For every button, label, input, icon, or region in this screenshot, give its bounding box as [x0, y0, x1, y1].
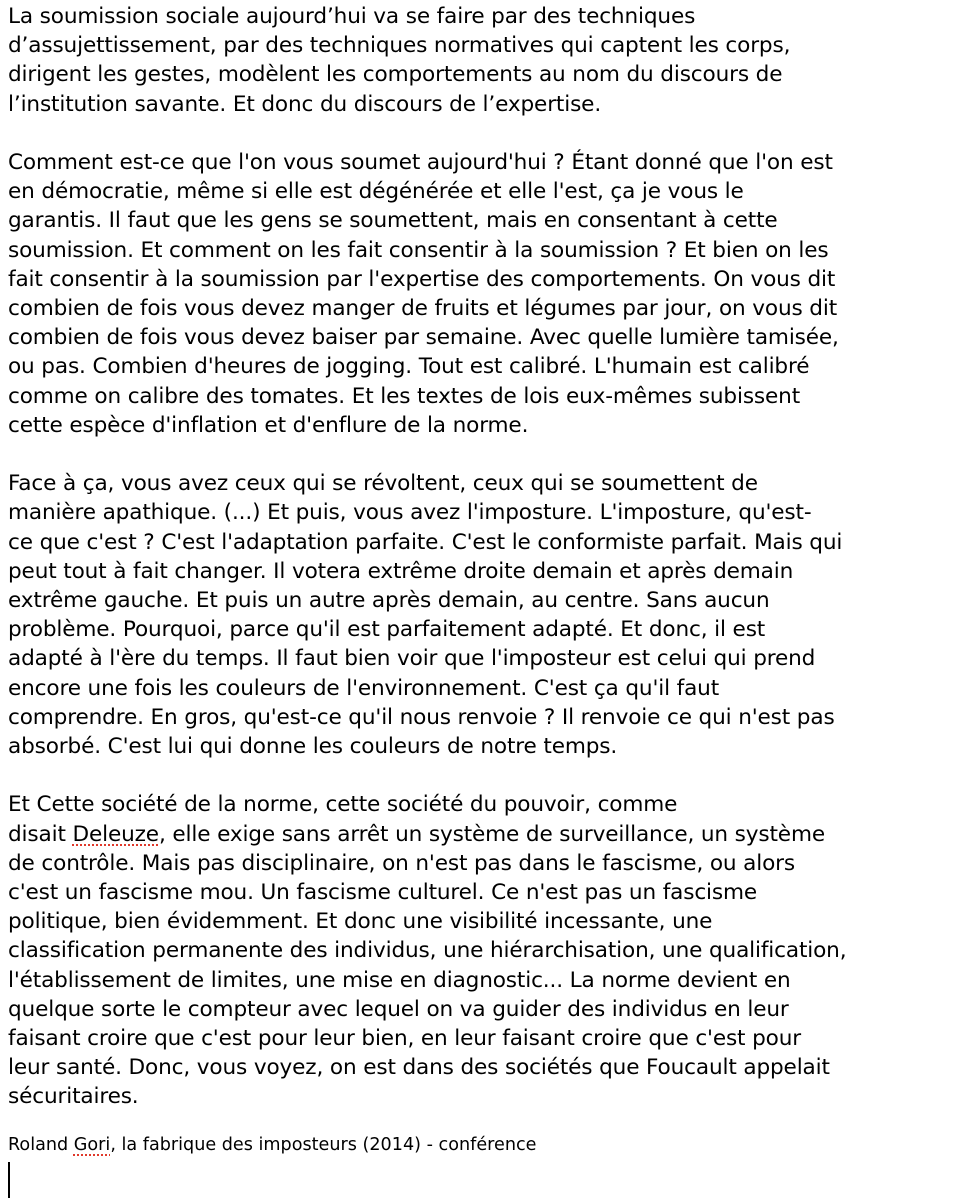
- paragraph-4: [8, 790, 963, 1111]
- attribution-first-name: Roland: [8, 1135, 74, 1155]
- paragraph-2: Comment est-ce que l'on vous soumet aujourd'hui ? Étant donné que l'on est en démocratie, même si elle est dégénérée et elle l'est, ça je vous le garantis. Il faut que les gens se soumettent, mais en consentant à cette soumission. Et comment on les fait consentir à la soumission ? Et bien on les fait consentir à la soumission par l'expertise des comportements. On vous dit combien de fois vous devez manger de fruits et légumes par jour, on vous dit combien de fois vous devez baiser par semaine. Avec quelle lumière tamisée, ou pas. Combien d'heures de jogging. Tout est calibré. L'humain est calibré comme on calibre des tomates. Et les textes de lois eux-mêmes subissent cette espèce d'inflation et d'enflure de la norme.: [8, 150, 839, 438]
- attribution-source: , la fabrique des imposteurs (2014) - conférence: [110, 1135, 537, 1155]
- document-body[interactable]: [8, 2, 963, 1141]
- paragraph-4-rest: , elle exige sans arrêt un système de surveillance, un système de contrôle. Mais pas disciplinaire, on n'est pas dans le fascisme, ou alors c'est un fascisme mou. Un fascisme culturel. Ce n'est pas un fascisme politique, bien évidemment. Et donc une visibilité incessante, une classification permanente des individus, une hiérarchisation, une qualification, l'établissement de limites, une mise en diagnostic... La norme devient en quelque sorte le compteur avec lequel on va guider des individus en leur faisant croire que c'est pour leur bien, en leur faisant croire que c'est pour leur santé. Donc, vous voyez, on est dans des sociétés que Foucault appelait sécuritaires.: [8, 821, 847, 1110]
- spellcheck-word-gori[interactable]: Gori: [73, 1135, 111, 1155]
- paragraph-1: La soumission sociale aujourd’hui va se faire par des techniques d’assujettissement, par des techniques normatives qui captent les corps, dirigent les gestes, modèlent les comportements au nom du discours de l’institution savante. Et donc du discours de l’expertise.: [8, 4, 791, 117]
- paragraph-4-start: Et Cette société de la norme, cette société du pouvoir, comme disait: [8, 792, 678, 847]
- text-cursor: [8, 1162, 10, 1198]
- spellcheck-word-deleuze[interactable]: Deleuze: [72, 821, 159, 847]
- paragraph-3: Face à ça, vous avez ceux qui se révoltent, ceux qui se soumettent de manière apathique. (...) Et puis, vous avez l'imposture. L'imposture, qu'est- ce que c'est ? C'est l'adaptation parfaite. C'est le conformiste parfait. Mais qui peut tout à fait changer. Il votera extrême droite demain et après demain extrême gauche. Et puis un autre après demain, au centre. Sans aucun problème. Pourquoi, parce qu'il est parfaitement adapté. Et donc, il est adapté à l'ère du temps. Il faut bien voir que l'imposteur est celui qui prend encore une fois les couleurs de l'environnement. C'est ça qu'il faut comprendre. En gros, qu'est-ce qu'il nous renvoie ? Il renvoie ce qui n'est pas absorbé. C'est lui qui donne les couleurs de notre temps.: [8, 471, 843, 760]
- attribution-line: [8, 1132, 536, 1158]
